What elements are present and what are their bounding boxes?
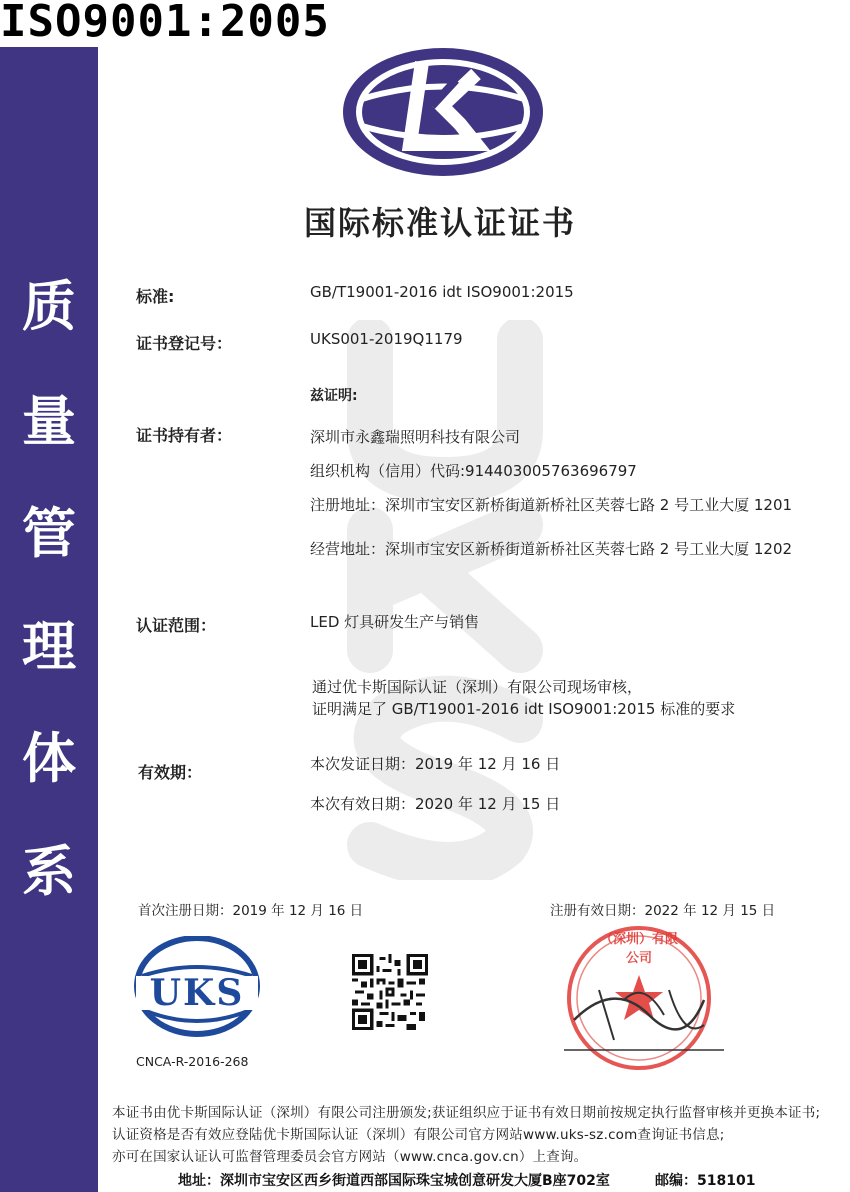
holder-label: 证书持有者： [136,426,233,445]
holder-org-code: 组织机构（信用）代码:914403005763696797 [310,462,637,480]
qr-code[interactable] [352,954,428,1030]
first-registration-date [138,899,363,919]
standard-value: GB/T19001-2016 idt ISO9001:2015 [310,283,574,301]
sidebar-char: 量 [22,390,76,453]
statement-line2: 证明满足了 GB/T19001-2016 idt ISO9001:2015 标准的要求 [312,700,736,718]
sidebar-char: 质 [22,275,76,338]
holder-intro: 兹证明: [310,388,358,404]
footer-postcode: 邮编：518101 [655,1173,756,1189]
first-reg-label: 首次注册日期： [138,903,233,919]
holder-reg-address: 注册地址：深圳市宝安区新桥街道新桥社区芙蓉七路 2 号工业大厦 1201 [310,496,793,514]
registration-valid-date [550,899,775,919]
first-reg-value: 2019 年 12 月 16 日 [232,903,364,919]
validity-label: 有效期： [138,763,203,782]
sidebar-char: 理 [22,615,76,678]
scope-value: LED 灯具研发生产与销售 [310,613,480,631]
sidebar-char: 系 [22,840,76,903]
statement-line1: 通过优卡斯国际认证（深圳）有限公司现场审核， [312,678,643,696]
footer-address: 地址：深圳市宝安区西乡街道西部国际珠宝城创意研发大厦B座702室 [178,1173,610,1189]
seal-text: （深圳）有限公司 [599,932,678,966]
uks-logo [132,936,262,1046]
validity-expire-date: 本次有效日期：2020 年 12 月 15 日 [310,795,561,813]
corner-title: ISO9001:2005 [0,0,336,47]
official-seal [554,920,724,1080]
standard-label: 标准: [136,287,175,306]
notice-line2: 认证资格是否有效应登陆优卡斯国际认证（深圳）有限公司官方网站www.uks-sz.com查询证书信息; [112,1127,725,1143]
cert-no-value: UKS001-2019Q1179 [310,330,463,348]
certification-globe-logo [340,44,546,180]
notice-line3: 亦可在国家认证认可监督管理委员会官方网站（www.cnca.gov.cn）上查询。 [112,1149,588,1165]
sidebar-char: 管 [22,502,76,565]
cnca-code: CNCA-R-2016-268 [136,1054,249,1069]
certificate-title: 国际标准认证证书 [303,204,576,242]
sidebar [0,42,98,1192]
sidebar-char: 体 [22,727,76,790]
cert-no-label: 证书登记号： [136,334,233,353]
reg-valid-label: 注册有效日期： [550,903,645,919]
notice-line1: 本证书由优卡斯国际认证（深圳）有限公司注册颁发;获证组织应于证书有效日期前按规定执行监督审核并更换本证书; [112,1105,821,1121]
holder-company: 深圳市永鑫瑞照明科技有限公司 [310,428,521,446]
uks-logo-text: UKS [149,972,245,1014]
holder-op-address: 经营地址：深圳市宝安区新桥街道新桥社区芙蓉七路 2 号工业大厦 1202 [310,540,793,558]
reg-valid-value: 2022 年 12 月 15 日 [644,903,776,919]
scope-label: 认证范围： [136,616,217,635]
validity-issue-date: 本次发证日期：2019 年 12 月 16 日 [310,755,561,773]
